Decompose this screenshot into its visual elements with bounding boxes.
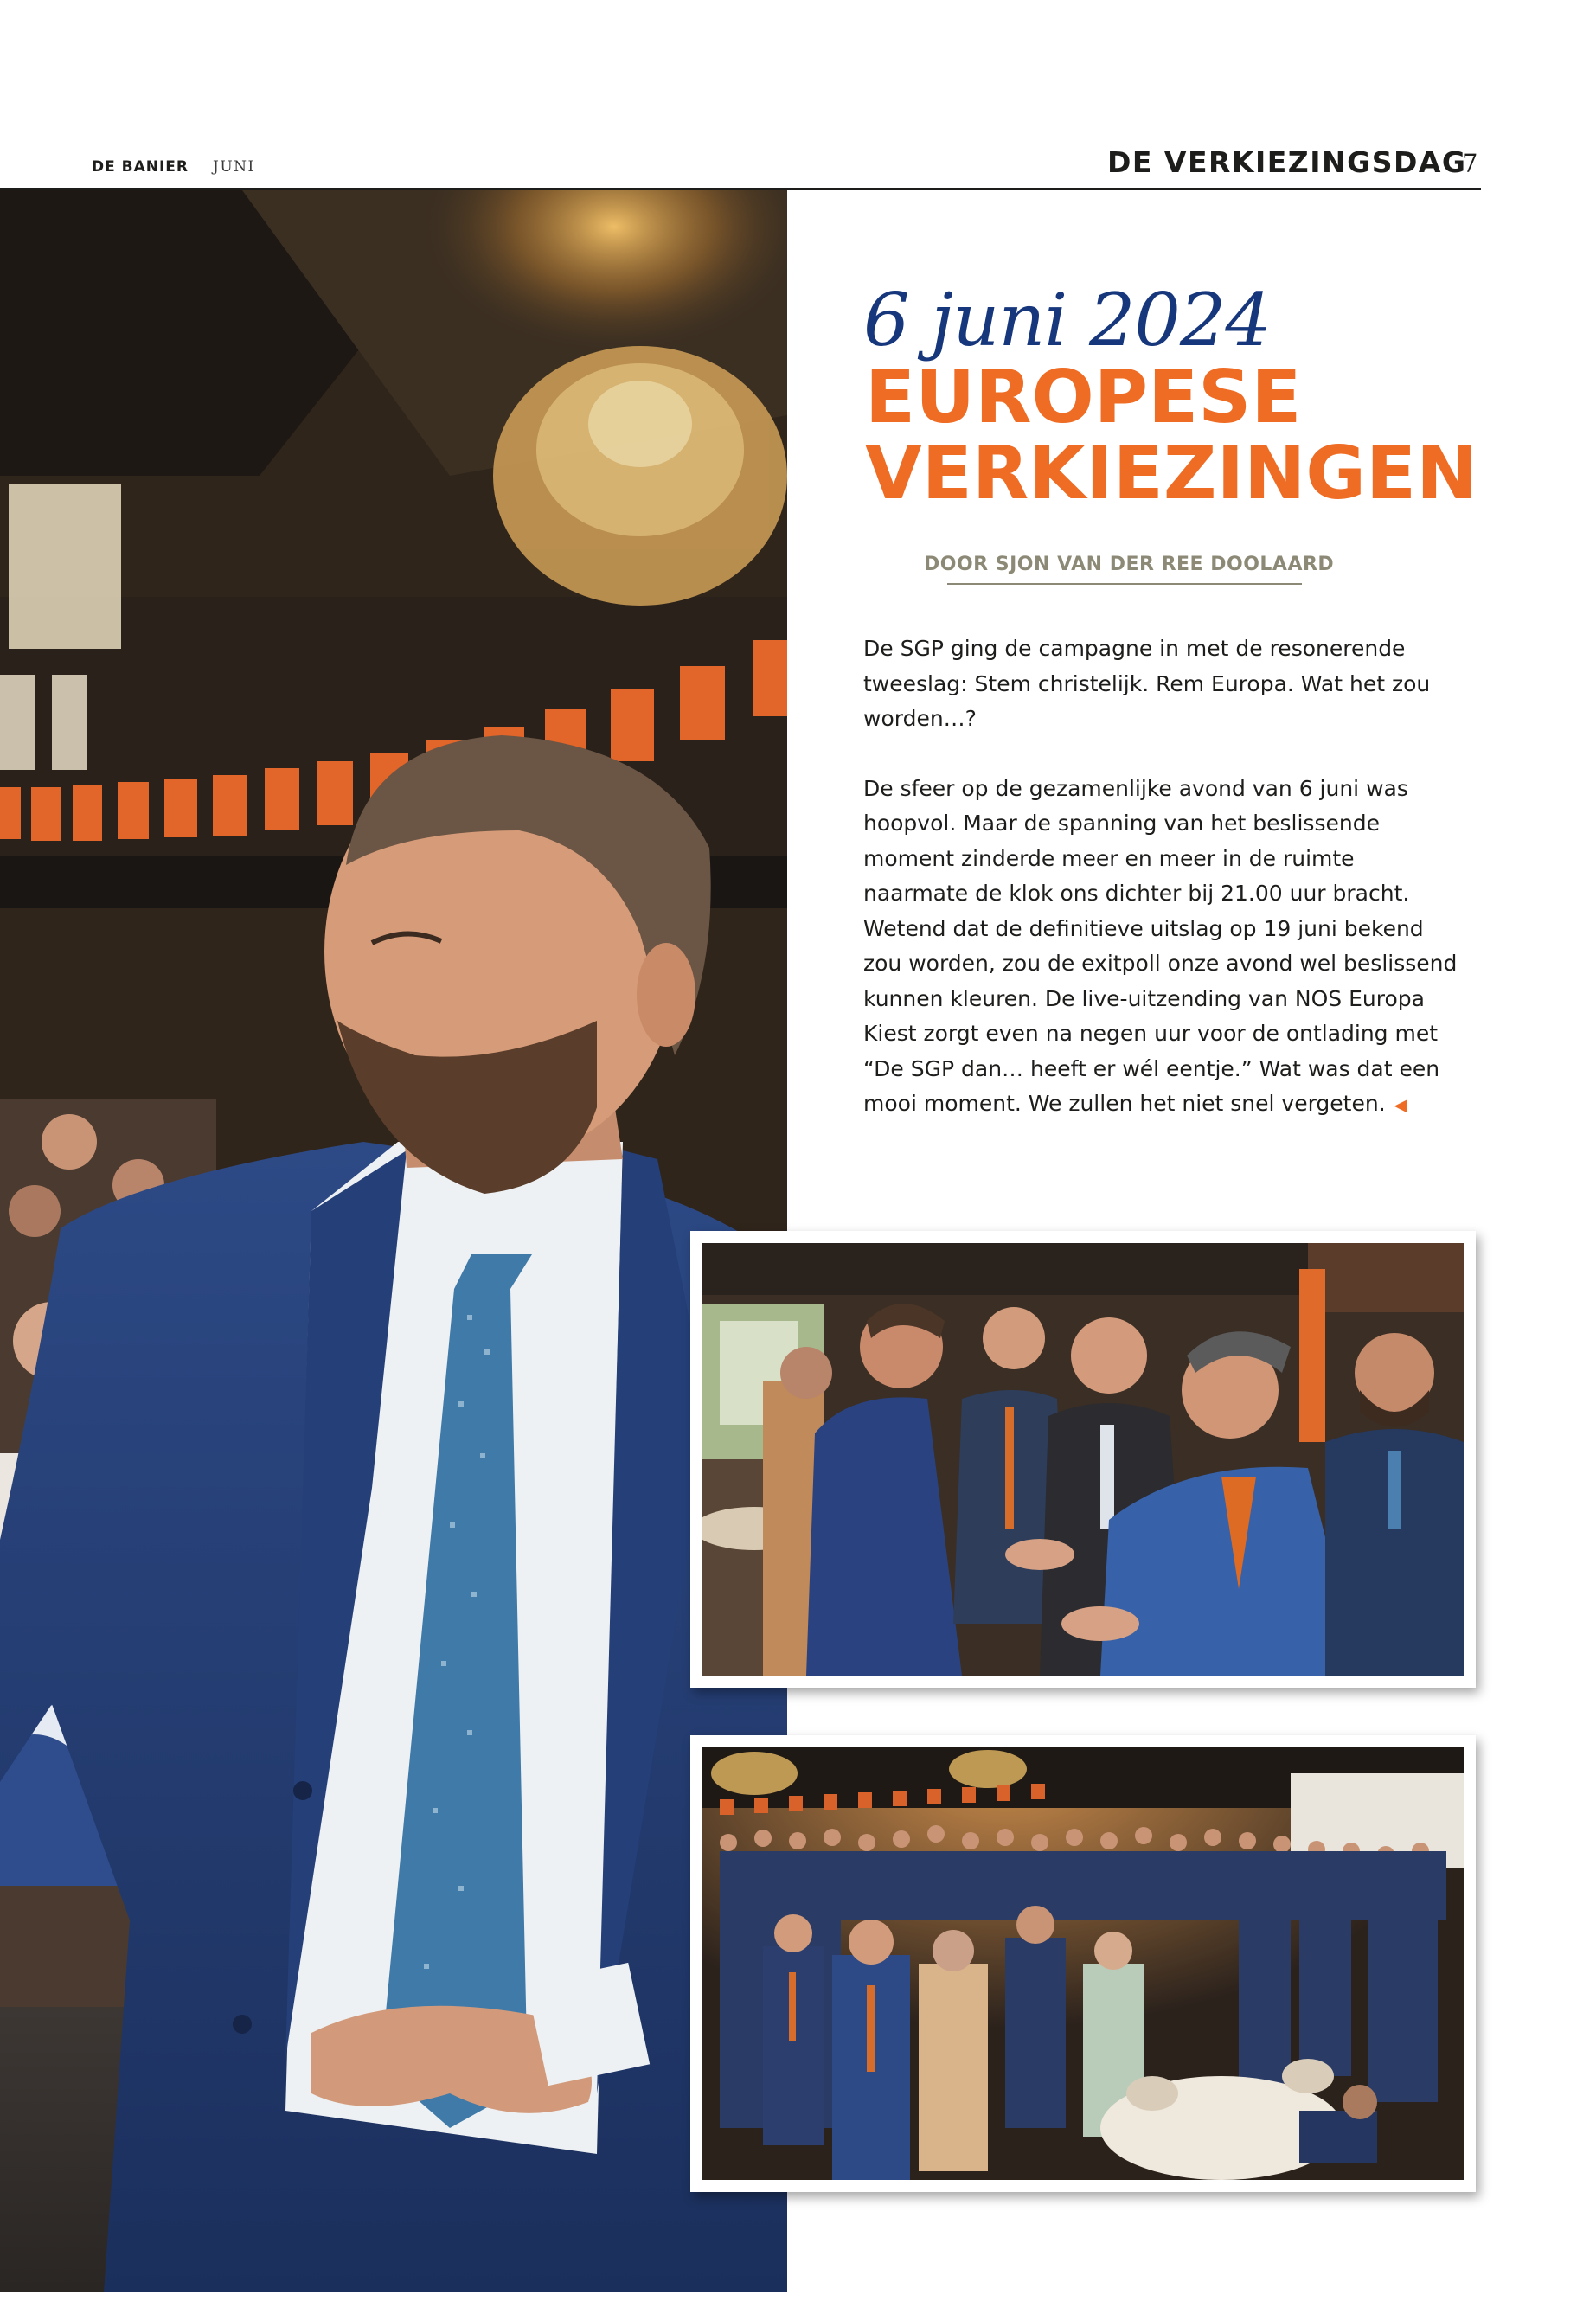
author-byline: DOOR SJON VAN DER REE DOOLAARD — [924, 554, 1335, 575]
inset-photo-crowd-overview — [690, 1735, 1476, 2192]
event-date: 6 juni 2024 — [863, 278, 1271, 362]
article-paragraph-1: De SGP ging de campagne in met de resonerende tweeslag: Stem christelijk. Rem Europa. Wat het zou worden…? — [863, 636, 1431, 731]
article-headline — [865, 355, 1488, 516]
inset-photo-group-conversation — [690, 1231, 1476, 1688]
article-body — [863, 631, 1460, 1157]
byline-underline — [947, 583, 1302, 585]
issue-month: JUNI — [213, 158, 255, 176]
end-of-article-icon: ◀ — [1394, 1094, 1408, 1115]
headline-line-2: VERKIEZINGEN — [865, 431, 1478, 516]
running-header-left — [92, 158, 255, 183]
main-photo-candidate-portrait — [0, 190, 787, 2292]
publication-name: DE BANIER — [92, 158, 189, 176]
article-paragraph-2 — [863, 772, 1460, 1123]
headline-line-1: EUROPESE — [865, 355, 1302, 440]
article-paragraph-2-text: De sfeer op de gezamenlijke avond van 6 juni was hoopvol. Maar de spanning van het beslissende moment zinderde meer en meer in de ruimte naarmate de klok ons dichter bij 21.00 uur bracht. Wetend dat de definitieve uitslag op 19 juni bekend zou worden, zou de exitpoll onze avond wel beslissend kunnen kleuren. De live-uitzending van NOS Europa Kiest zorgt even na negen uur voor de ontlading met “De SGP dan… heeft er wél eentje.” Wat was dat een mooi moment. We zullen het niet snel vergeten. — [863, 775, 1458, 1116]
section-title: DE VERKIEZINGSDAG — [1107, 145, 1467, 179]
page-number: 7 — [1462, 149, 1478, 178]
